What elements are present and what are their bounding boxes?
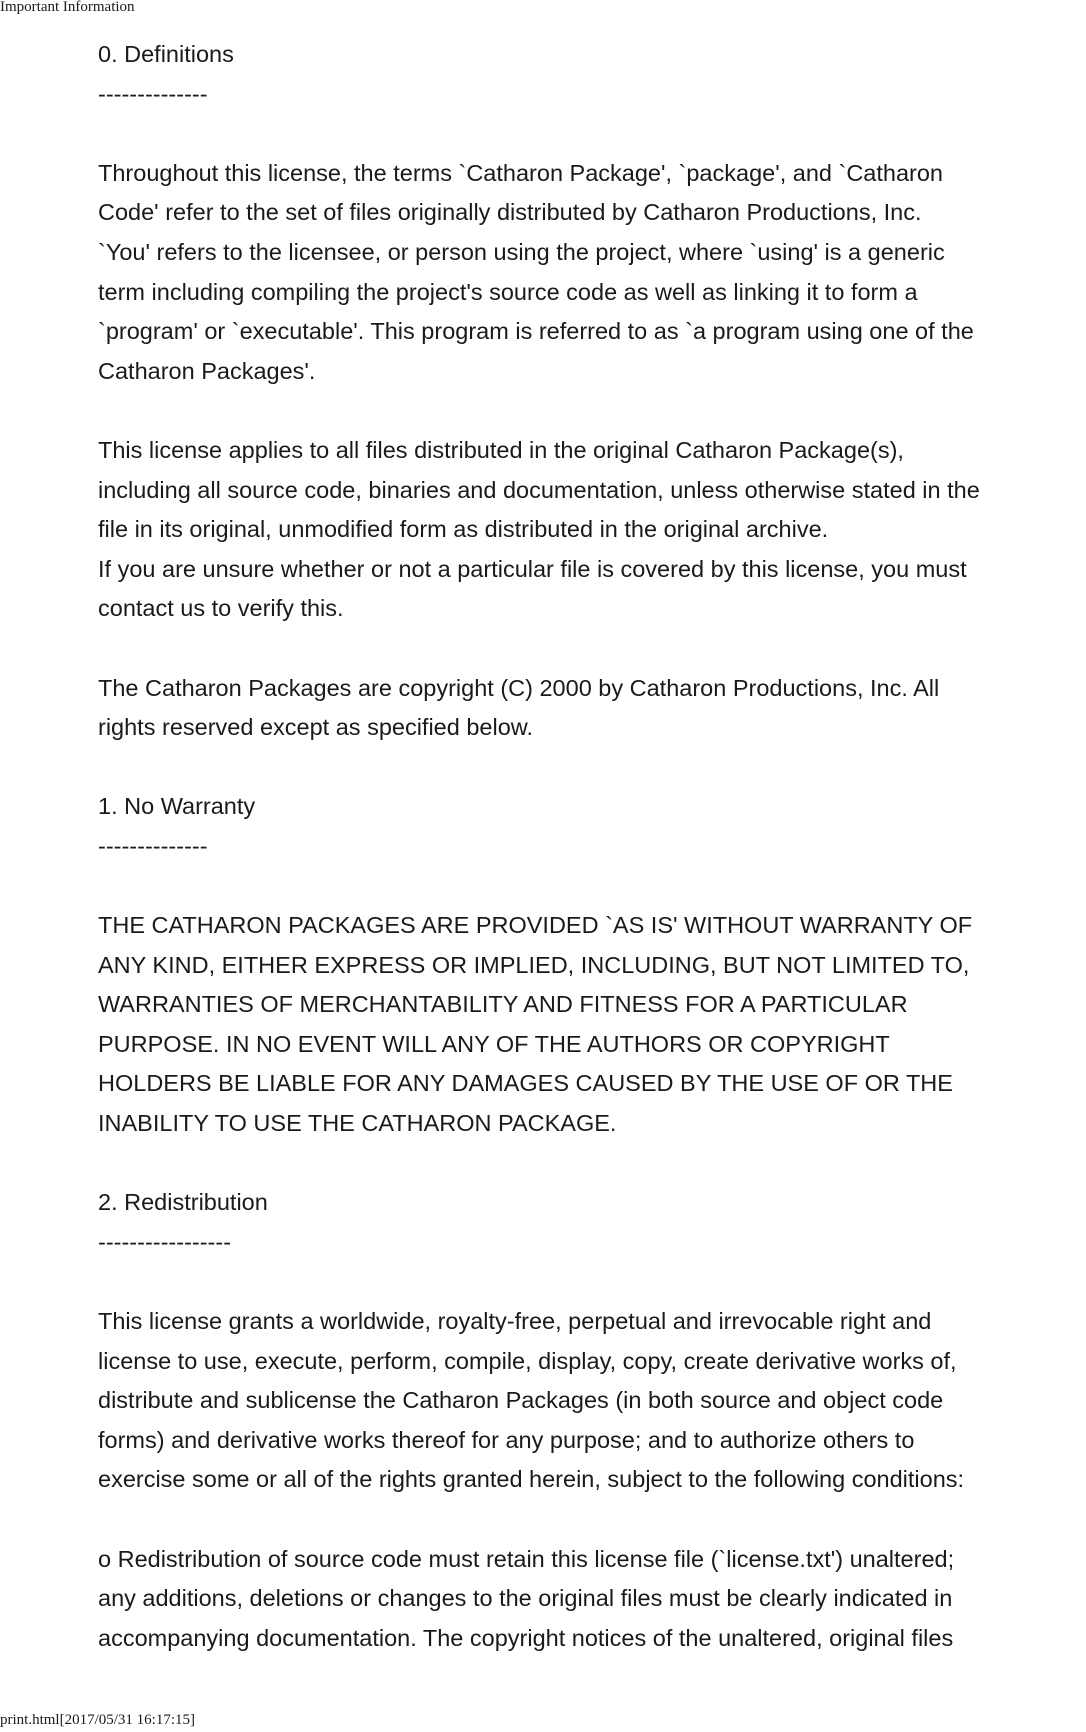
text-line: The Catharon Packages are copyright (C) 2000 by Catharon Productions, Inc. All [98,674,940,701]
text-line: exercise some or all of the rights granted herein, subject to the following conditions: [98,1466,965,1493]
text-line: This license applies to all files distributed in the original Catharon Package(s), [98,436,904,463]
text-line: If you are unsure whether or not a particular file is covered by this license, you must [98,555,967,582]
text-line: ANY KIND, EITHER EXPRESS OR IMPLIED, INCLUDING, BUT NOT LIMITED TO, [98,951,970,978]
text-line: distribute and sublicense the Catharon Packages (in both source and object code [98,1387,944,1414]
blank-line [98,391,1083,431]
section-heading-no-warranty: 1. No Warranty [98,793,256,820]
text-line: THE CATHARON PACKAGES ARE PROVIDED `AS IS' WITHOUT WARRANTY OF [98,912,973,939]
text-line: any additions, deletions or changes to the original files must be clearly indicated in [98,1585,953,1612]
text-line: HOLDERS BE LIABLE FOR ANY DAMAGES CAUSED BY THE USE OF OR THE [98,1070,953,1097]
heading-underline: -------------- [98,832,208,859]
print-footer-url: print.html[2017/05/31 16:17:15] [0,1712,195,1728]
text-line: rights reserved except as specified below. [98,714,533,741]
blank-line [98,1144,1083,1184]
heading-underline: -------------- [98,80,208,107]
license-document-body [98,35,1083,1658]
blank-line [98,114,1083,154]
blank-line [98,629,1083,669]
text-line: license to use, execute, perform, compile, display, copy, create derivative works of, [98,1347,957,1374]
blank-line [98,1500,1083,1540]
text-line: including all source code, binaries and documentation, unless otherwise stated in the [98,476,980,503]
text-line: `You' refers to the licensee, or person using the project, where `using' is a generic [98,238,945,265]
text-line: file in its original, unmodified form as distributed in the original archive. [98,516,829,543]
text-line: accompanying documentation. The copyright notices of the unaltered, original files [98,1624,954,1651]
text-line: forms) and derivative works thereof for any purpose; and to authorize others to [98,1426,915,1453]
text-line: INABILITY TO USE THE CATHARON PACKAGE. [98,1110,617,1137]
text-line: WARRANTIES OF MERCHANTABILITY AND FITNESS FOR A PARTICULAR [98,991,908,1018]
blank-line [98,1262,1083,1302]
blank-line [98,748,1083,788]
text-line: Throughout this license, the terms `Catharon Package', `package', and `Catharon [98,159,943,186]
text-line: term including compiling the project's source code as well as linking it to form a [98,278,918,305]
text-line: This license grants a worldwide, royalty-free, perpetual and irrevocable right and [98,1308,932,1334]
section-heading-definitions: 0. Definitions [98,41,234,67]
section-heading-redistribution: 2. Redistribution [98,1189,268,1216]
text-line: Code' refer to the set of files originally distributed by Catharon Productions, Inc. [98,199,922,226]
text-line: Catharon Packages'. [98,357,316,384]
text-line: o Redistribution of source code must retain this license file (`license.txt') unaltered; [98,1545,955,1572]
text-line: `program' or `executable'. This program is referred to as `a program using one of the [98,318,974,345]
text-line: contact us to verify this. [98,595,344,622]
text-line: PURPOSE. IN NO EVENT WILL ANY OF THE AUTHORS OR COPYRIGHT [98,1030,890,1057]
heading-underline: ----------------- [98,1228,232,1255]
print-header-title: Important Information [0,0,135,15]
blank-line [98,866,1083,906]
